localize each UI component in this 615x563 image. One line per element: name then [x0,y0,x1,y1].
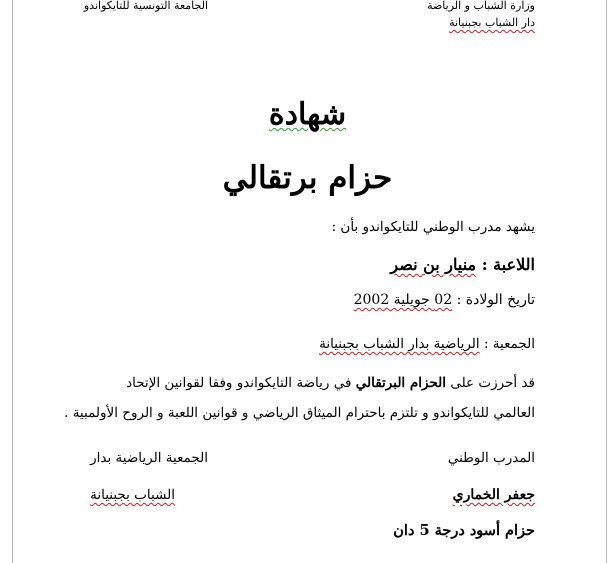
federation-header: الجامعة التونسية للتايكواندو [83,0,208,12]
player-line [390,255,535,274]
coach-name: جعفر الخماري [452,487,535,503]
certificate-title: شهادة [268,97,347,132]
player-label: اللاعبة : [481,255,535,274]
paragraph-line-2: العالمي للتايكواندو و تلتزم باحترام الميثاق الرياضي و قوانين اللعبة و الروح الأولمبية . [64,405,535,421]
player-name: منيار بن نصر [390,255,477,274]
page-border-left [12,0,13,563]
club-label: الجمعية : [483,336,535,352]
birth-label: تاريخ الولادة : [456,292,535,308]
coach-title: المدرب الوطني [447,450,535,466]
club-signature-line-2: الشباب بجبنيانة [90,487,175,503]
para-before: قد أحرزت على [450,375,535,391]
youth-house-header: دار الشباب بجبنيانة [449,16,535,29]
page-border-right [606,0,607,563]
ministry-header: وزارة الشباب و الرياضة [427,0,535,12]
club-name: الرياضية بدار الشباب بجبنيانة [319,336,480,352]
para-after: في رياضة التايكواندو وفقا لقوانين الإتحاد [126,375,352,391]
paragraph-line-1 [126,375,535,391]
coach-grade: حزام أسود درجة 5 دان [393,522,535,539]
birth-date: 02 جويلية 2002 [353,292,453,308]
intro-line: يشهد مدرب الوطني للتايكواندو بأن : [331,219,535,235]
birth-line [354,292,535,308]
club-line [319,336,535,352]
club-signature-line-1: الجمعية الرياضية بدار [90,450,208,466]
para-belt: الحزام البرتقالي [355,375,447,391]
belt-heading: حزام برتقالي [222,160,393,196]
